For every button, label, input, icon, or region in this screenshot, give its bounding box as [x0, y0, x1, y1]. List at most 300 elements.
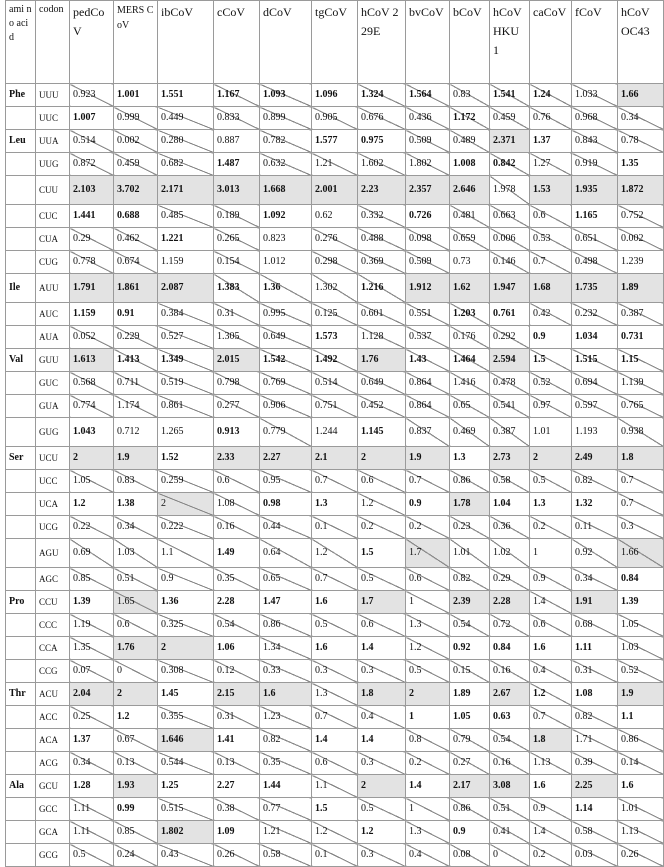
value-cell: 1.302: [312, 274, 358, 303]
table-body: [6, 84, 664, 867]
table-row: [6, 706, 664, 729]
value-cell: 0.85: [70, 568, 114, 591]
value-cell: 0.176: [450, 326, 490, 349]
value-cell: 0.3: [358, 752, 406, 775]
value-cell: 0.72: [490, 614, 530, 637]
value-cell: 0.4: [406, 844, 450, 867]
value-cell: 1.802: [406, 153, 450, 176]
amino-acid-cell: [6, 798, 36, 821]
codon-cell: GCG: [36, 844, 70, 867]
value-cell: 0.35: [214, 568, 260, 591]
value-cell: 0.86: [618, 729, 664, 752]
table-row: [6, 326, 664, 349]
value-cell: 1.2: [312, 539, 358, 568]
value-cell: 0.31: [214, 706, 260, 729]
value-cell: 2.001: [312, 176, 358, 205]
value-cell: 1.47: [260, 591, 312, 614]
table-row: [6, 637, 664, 660]
value-cell: 1.44: [260, 775, 312, 798]
value-cell: 1.043: [70, 418, 114, 447]
value-cell: 0.6: [406, 568, 450, 591]
value-cell: 1.128: [358, 326, 406, 349]
value-cell: 1.15: [618, 349, 664, 372]
amino-acid-cell: [6, 539, 36, 568]
value-cell: 1.28: [70, 775, 114, 798]
codon-cell: CCA: [36, 637, 70, 660]
value-cell: 0.44: [260, 516, 312, 539]
value-cell: 1.3: [312, 683, 358, 706]
amino-acid-cell: [6, 706, 36, 729]
value-cell: 0.509: [406, 130, 450, 153]
value-cell: 0.842: [490, 153, 530, 176]
value-cell: 1.53: [530, 176, 572, 205]
value-cell: 1.7: [358, 591, 406, 614]
value-cell: 2: [406, 683, 450, 706]
value-cell: 0.387: [618, 303, 664, 326]
value-cell: 2.103: [70, 176, 114, 205]
value-cell: 1.36: [260, 274, 312, 303]
value-cell: 0.905: [312, 107, 358, 130]
codon-cell: CUA: [36, 228, 70, 251]
value-cell: 0.54: [214, 614, 260, 637]
value-cell: 1.65: [114, 591, 158, 614]
value-cell: 1.564: [406, 84, 450, 107]
amino-acid-cell: [6, 637, 36, 660]
value-cell: 0.4: [530, 660, 572, 683]
header-row: [6, 1, 664, 84]
table-row: [6, 752, 664, 775]
table-row: [6, 176, 664, 205]
value-cell: 1.167: [214, 84, 260, 107]
value-cell: 2.28: [214, 591, 260, 614]
value-cell: 1.21: [260, 821, 312, 844]
value-cell: 2.04: [70, 683, 114, 706]
codon-cell: UUC: [36, 107, 70, 130]
value-cell: 1.93: [114, 775, 158, 798]
value-cell: 1.43: [406, 349, 450, 372]
table-row: [6, 130, 664, 153]
value-cell: 0.78: [618, 130, 664, 153]
value-cell: 0.232: [572, 303, 618, 326]
value-cell: 1.093: [260, 84, 312, 107]
value-cell: 1.41: [214, 729, 260, 752]
value-cell: 1.37: [70, 729, 114, 752]
value-cell: 0.541: [490, 395, 530, 418]
value-cell: 1.36: [158, 591, 214, 614]
value-cell: 0.16: [490, 660, 530, 683]
value-cell: 0.83: [450, 84, 490, 107]
value-cell: 1.9: [114, 447, 158, 470]
amino-acid-cell: [6, 228, 36, 251]
header-tgcov: tgCoV: [312, 1, 358, 84]
value-cell: 0.3: [312, 660, 358, 683]
codon-cell: AGU: [36, 539, 70, 568]
value-cell: 0.92: [450, 637, 490, 660]
value-cell: 1.6: [312, 591, 358, 614]
value-cell: 0.64: [260, 539, 312, 568]
value-cell: 2.67: [490, 683, 530, 706]
value-cell: 0.15: [450, 660, 490, 683]
value-cell: 0.91: [114, 303, 158, 326]
value-cell: 0.8: [406, 729, 450, 752]
table-row: [6, 539, 664, 568]
value-cell: 0.73: [450, 251, 490, 274]
value-cell: 0.649: [358, 372, 406, 395]
value-cell: 1.03: [618, 637, 664, 660]
value-cell: 0.519: [158, 372, 214, 395]
value-cell: 2.646: [450, 176, 490, 205]
value-cell: 1.37: [530, 130, 572, 153]
value-cell: 2.371: [490, 130, 530, 153]
value-cell: 0.7: [406, 470, 450, 493]
amino-acid-cell: [6, 821, 36, 844]
value-cell: 0.659: [450, 228, 490, 251]
value-cell: 0.5: [406, 660, 450, 683]
value-cell: 0.798: [214, 372, 260, 395]
value-cell: 0.459: [490, 107, 530, 130]
amino-acid-cell: [6, 614, 36, 637]
value-cell: 2.015: [214, 349, 260, 372]
table-row: [6, 591, 664, 614]
value-cell: 1: [530, 539, 572, 568]
value-cell: 1.735: [572, 274, 618, 303]
value-cell: 0.682: [158, 153, 214, 176]
value-cell: 1.007: [70, 107, 114, 130]
value-cell: 1.551: [158, 84, 214, 107]
table-row: [6, 84, 664, 107]
value-cell: 1.172: [450, 107, 490, 130]
value-cell: 0.33: [260, 660, 312, 683]
value-cell: 1.6: [312, 637, 358, 660]
value-cell: 1.802: [158, 821, 214, 844]
value-cell: 0.5: [312, 614, 358, 637]
codon-usage-table: [5, 0, 664, 867]
value-cell: 1.3: [312, 493, 358, 516]
value-cell: 0.23: [450, 516, 490, 539]
value-cell: 2.27: [260, 447, 312, 470]
value-cell: 0.98: [260, 493, 312, 516]
value-cell: 1.14: [572, 798, 618, 821]
value-cell: 0.436: [406, 107, 450, 130]
table-row: [6, 844, 664, 867]
value-cell: 0.597: [572, 395, 618, 418]
amino-acid-cell: [6, 729, 36, 752]
value-cell: 1.2: [114, 706, 158, 729]
value-cell: 0.544: [158, 752, 214, 775]
value-cell: 1.19: [70, 614, 114, 637]
value-cell: 1.413: [114, 349, 158, 372]
header-pedcov: pedCoV: [70, 1, 114, 84]
value-cell: 0.1: [312, 516, 358, 539]
value-cell: 1.2: [406, 637, 450, 660]
value-cell: 0.11: [572, 516, 618, 539]
value-cell: 0.663: [490, 205, 530, 228]
value-cell: 1.05: [618, 614, 664, 637]
value-cell: 1.11: [70, 821, 114, 844]
value-cell: 1.35: [70, 637, 114, 660]
value-cell: 1.9: [618, 683, 664, 706]
value-cell: 0.280: [158, 130, 214, 153]
value-cell: 0.489: [450, 130, 490, 153]
value-cell: 1.21: [312, 153, 358, 176]
codon-cell: UUA: [36, 130, 70, 153]
value-cell: 1.668: [260, 176, 312, 205]
value-cell: 0.08: [450, 844, 490, 867]
codon-cell: ACC: [36, 706, 70, 729]
value-cell: 1.34: [260, 637, 312, 660]
value-cell: 1.7: [406, 539, 450, 568]
codon-cell: CUG: [36, 251, 70, 274]
value-cell: 0.478: [490, 372, 530, 395]
value-cell: 0.84: [618, 568, 664, 591]
value-cell: 1.383: [214, 274, 260, 303]
value-cell: 0.052: [70, 326, 114, 349]
value-cell: 0.481: [450, 205, 490, 228]
value-cell: 0.355: [158, 706, 214, 729]
value-cell: 0.782: [260, 130, 312, 153]
value-cell: 0.6: [358, 614, 406, 637]
value-cell: 0.83: [114, 470, 158, 493]
value-cell: 1.033: [572, 84, 618, 107]
value-cell: 1.01: [618, 798, 664, 821]
amino-acid-cell: Ser: [6, 447, 36, 470]
table-row: [6, 153, 664, 176]
table-row: [6, 614, 664, 637]
value-cell: 0.369: [358, 251, 406, 274]
value-cell: 1.05: [450, 706, 490, 729]
value-cell: 1.008: [450, 153, 490, 176]
value-cell: 1.8: [530, 729, 572, 752]
value-cell: 0.9: [158, 568, 214, 591]
value-cell: 0.9: [530, 568, 572, 591]
value-cell: 0.86: [260, 614, 312, 637]
value-cell: 1.2: [70, 493, 114, 516]
value-cell: 0.97: [530, 395, 572, 418]
value-cell: 0.968: [572, 107, 618, 130]
value-cell: 1.3: [406, 614, 450, 637]
value-cell: 0.7: [312, 568, 358, 591]
value-cell: 0.537: [406, 326, 450, 349]
value-cell: 1.45: [158, 683, 214, 706]
value-cell: 1.2: [358, 493, 406, 516]
header-bcov: bCoV: [450, 1, 490, 84]
value-cell: 0.222: [158, 516, 214, 539]
value-cell: 1.174: [114, 395, 158, 418]
value-cell: 1.78: [450, 493, 490, 516]
value-cell: 0.277: [214, 395, 260, 418]
amino-acid-cell: [6, 395, 36, 418]
header-cacov: caCoV: [530, 1, 572, 84]
table-row: [6, 516, 664, 539]
value-cell: 1.613: [70, 349, 114, 372]
header-ibcov: ibCoV: [158, 1, 214, 84]
value-cell: 0.568: [70, 372, 114, 395]
value-cell: 1.791: [70, 274, 114, 303]
codon-cell: GCA: [36, 821, 70, 844]
value-cell: 0.649: [260, 326, 312, 349]
value-cell: 1.6: [530, 637, 572, 660]
value-cell: 3.08: [490, 775, 530, 798]
value-cell: 0.259: [158, 470, 214, 493]
value-cell: 0.42: [530, 303, 572, 326]
value-cell: 0.26: [618, 844, 664, 867]
value-cell: 2.1: [312, 447, 358, 470]
value-cell: 0.632: [260, 153, 312, 176]
value-cell: 1.91: [572, 591, 618, 614]
value-cell: 1.265: [158, 418, 214, 447]
value-cell: 0.189: [214, 205, 260, 228]
value-cell: 0.469: [450, 418, 490, 447]
value-cell: 2: [70, 447, 114, 470]
value-cell: 2.33: [214, 447, 260, 470]
value-cell: 2.171: [158, 176, 214, 205]
value-cell: 1.5: [358, 539, 406, 568]
value-cell: 1.62: [450, 274, 490, 303]
table-row: [6, 568, 664, 591]
value-cell: 0.82: [260, 729, 312, 752]
value-cell: 0.651: [572, 228, 618, 251]
value-cell: 0.459: [114, 153, 158, 176]
value-cell: 1.11: [572, 637, 618, 660]
value-cell: 1.577: [312, 130, 358, 153]
value-cell: 1.76: [358, 349, 406, 372]
value-cell: 1.034: [572, 326, 618, 349]
codon-cell: UUU: [36, 84, 70, 107]
value-cell: 1.139: [618, 372, 664, 395]
table-row: [6, 447, 664, 470]
value-cell: 0.752: [618, 205, 664, 228]
value-cell: 1.49: [214, 539, 260, 568]
value-cell: 1.216: [358, 274, 406, 303]
value-cell: 1.9: [406, 447, 450, 470]
value-cell: 0.2: [358, 516, 406, 539]
amino-acid-cell: [6, 326, 36, 349]
table-row: [6, 821, 664, 844]
value-cell: 0.79: [450, 729, 490, 752]
value-cell: 0.995: [260, 303, 312, 326]
value-cell: 0.29: [70, 228, 114, 251]
value-cell: 0.12: [214, 660, 260, 683]
value-cell: 0.31: [572, 660, 618, 683]
table-row: [6, 729, 664, 752]
value-cell: 1.3: [406, 821, 450, 844]
table-row: [6, 775, 664, 798]
value-cell: 0.726: [406, 205, 450, 228]
value-cell: 0.16: [490, 752, 530, 775]
value-cell: 0.006: [490, 228, 530, 251]
value-cell: 1.4: [358, 637, 406, 660]
value-cell: 0.58: [572, 821, 618, 844]
value-cell: 2.39: [450, 591, 490, 614]
value-cell: 2.087: [158, 274, 214, 303]
value-cell: 2.23: [358, 176, 406, 205]
value-cell: 0.154: [214, 251, 260, 274]
value-cell: 0.26: [214, 844, 260, 867]
value-cell: 0.41: [490, 821, 530, 844]
value-cell: 0.39: [572, 752, 618, 775]
codon-cell: AUU: [36, 274, 70, 303]
value-cell: 1.27: [530, 153, 572, 176]
table-row: [6, 683, 664, 706]
value-cell: 0.76: [530, 107, 572, 130]
value-cell: 0.9: [530, 326, 572, 349]
value-cell: 1.159: [70, 303, 114, 326]
value-cell: 0.514: [312, 372, 358, 395]
value-cell: 0.03: [572, 844, 618, 867]
table-row: [6, 798, 664, 821]
value-cell: 0.906: [260, 395, 312, 418]
amino-acid-cell: [6, 752, 36, 775]
value-cell: 0.899: [260, 107, 312, 130]
value-cell: 1.416: [450, 372, 490, 395]
value-cell: 1.52: [158, 447, 214, 470]
codon-cell: CUU: [36, 176, 70, 205]
value-cell: 0.265: [214, 228, 260, 251]
value-cell: 0.7: [618, 470, 664, 493]
value-cell: 2: [158, 493, 214, 516]
amino-acid-cell: [6, 205, 36, 228]
value-cell: 0.25: [70, 706, 114, 729]
value-cell: 0.452: [358, 395, 406, 418]
value-cell: 0.7: [530, 251, 572, 274]
amino-acid-cell: Pro: [6, 591, 36, 614]
value-cell: 0.82: [572, 470, 618, 493]
value-cell: 1.68: [530, 274, 572, 303]
value-cell: 0.833: [214, 107, 260, 130]
value-cell: 1.76: [114, 637, 158, 660]
value-cell: 0.6: [114, 614, 158, 637]
value-cell: 0.5: [358, 568, 406, 591]
value-cell: 0.731: [618, 326, 664, 349]
header-fcov: fCoV: [572, 1, 618, 84]
value-cell: 1.66: [618, 539, 664, 568]
value-cell: 1.32: [572, 493, 618, 516]
value-cell: 0.95: [260, 470, 312, 493]
value-cell: 1.6: [618, 775, 664, 798]
value-cell: 1.492: [312, 349, 358, 372]
amino-acid-cell: [6, 176, 36, 205]
codon-cell: GUG: [36, 418, 70, 447]
value-cell: 0.2: [406, 516, 450, 539]
codon-cell: CUC: [36, 205, 70, 228]
value-cell: 0.384: [158, 303, 214, 326]
codon-cell: CCG: [36, 660, 70, 683]
value-cell: 2.49: [572, 447, 618, 470]
value-cell: 0.462: [114, 228, 158, 251]
value-cell: 1.861: [114, 274, 158, 303]
value-cell: 0.13: [214, 752, 260, 775]
value-cell: 0.779: [260, 418, 312, 447]
value-cell: 1.193: [572, 418, 618, 447]
value-cell: 0.6: [530, 614, 572, 637]
value-cell: 0.488: [358, 228, 406, 251]
value-cell: 0.16: [214, 516, 260, 539]
value-cell: 0.861: [158, 395, 214, 418]
table-row: [6, 395, 664, 418]
value-cell: 1.01: [530, 418, 572, 447]
table-row: [6, 349, 664, 372]
amino-acid-cell: [6, 470, 36, 493]
value-cell: 2.28: [490, 591, 530, 614]
value-cell: 0.276: [312, 228, 358, 251]
value-cell: 0.53: [530, 228, 572, 251]
value-cell: 1.159: [158, 251, 214, 274]
value-cell: 1.06: [214, 637, 260, 660]
value-cell: 1.349: [158, 349, 214, 372]
value-cell: 0.864: [406, 372, 450, 395]
value-cell: 0.837: [406, 418, 450, 447]
value-cell: 1.441: [70, 205, 114, 228]
